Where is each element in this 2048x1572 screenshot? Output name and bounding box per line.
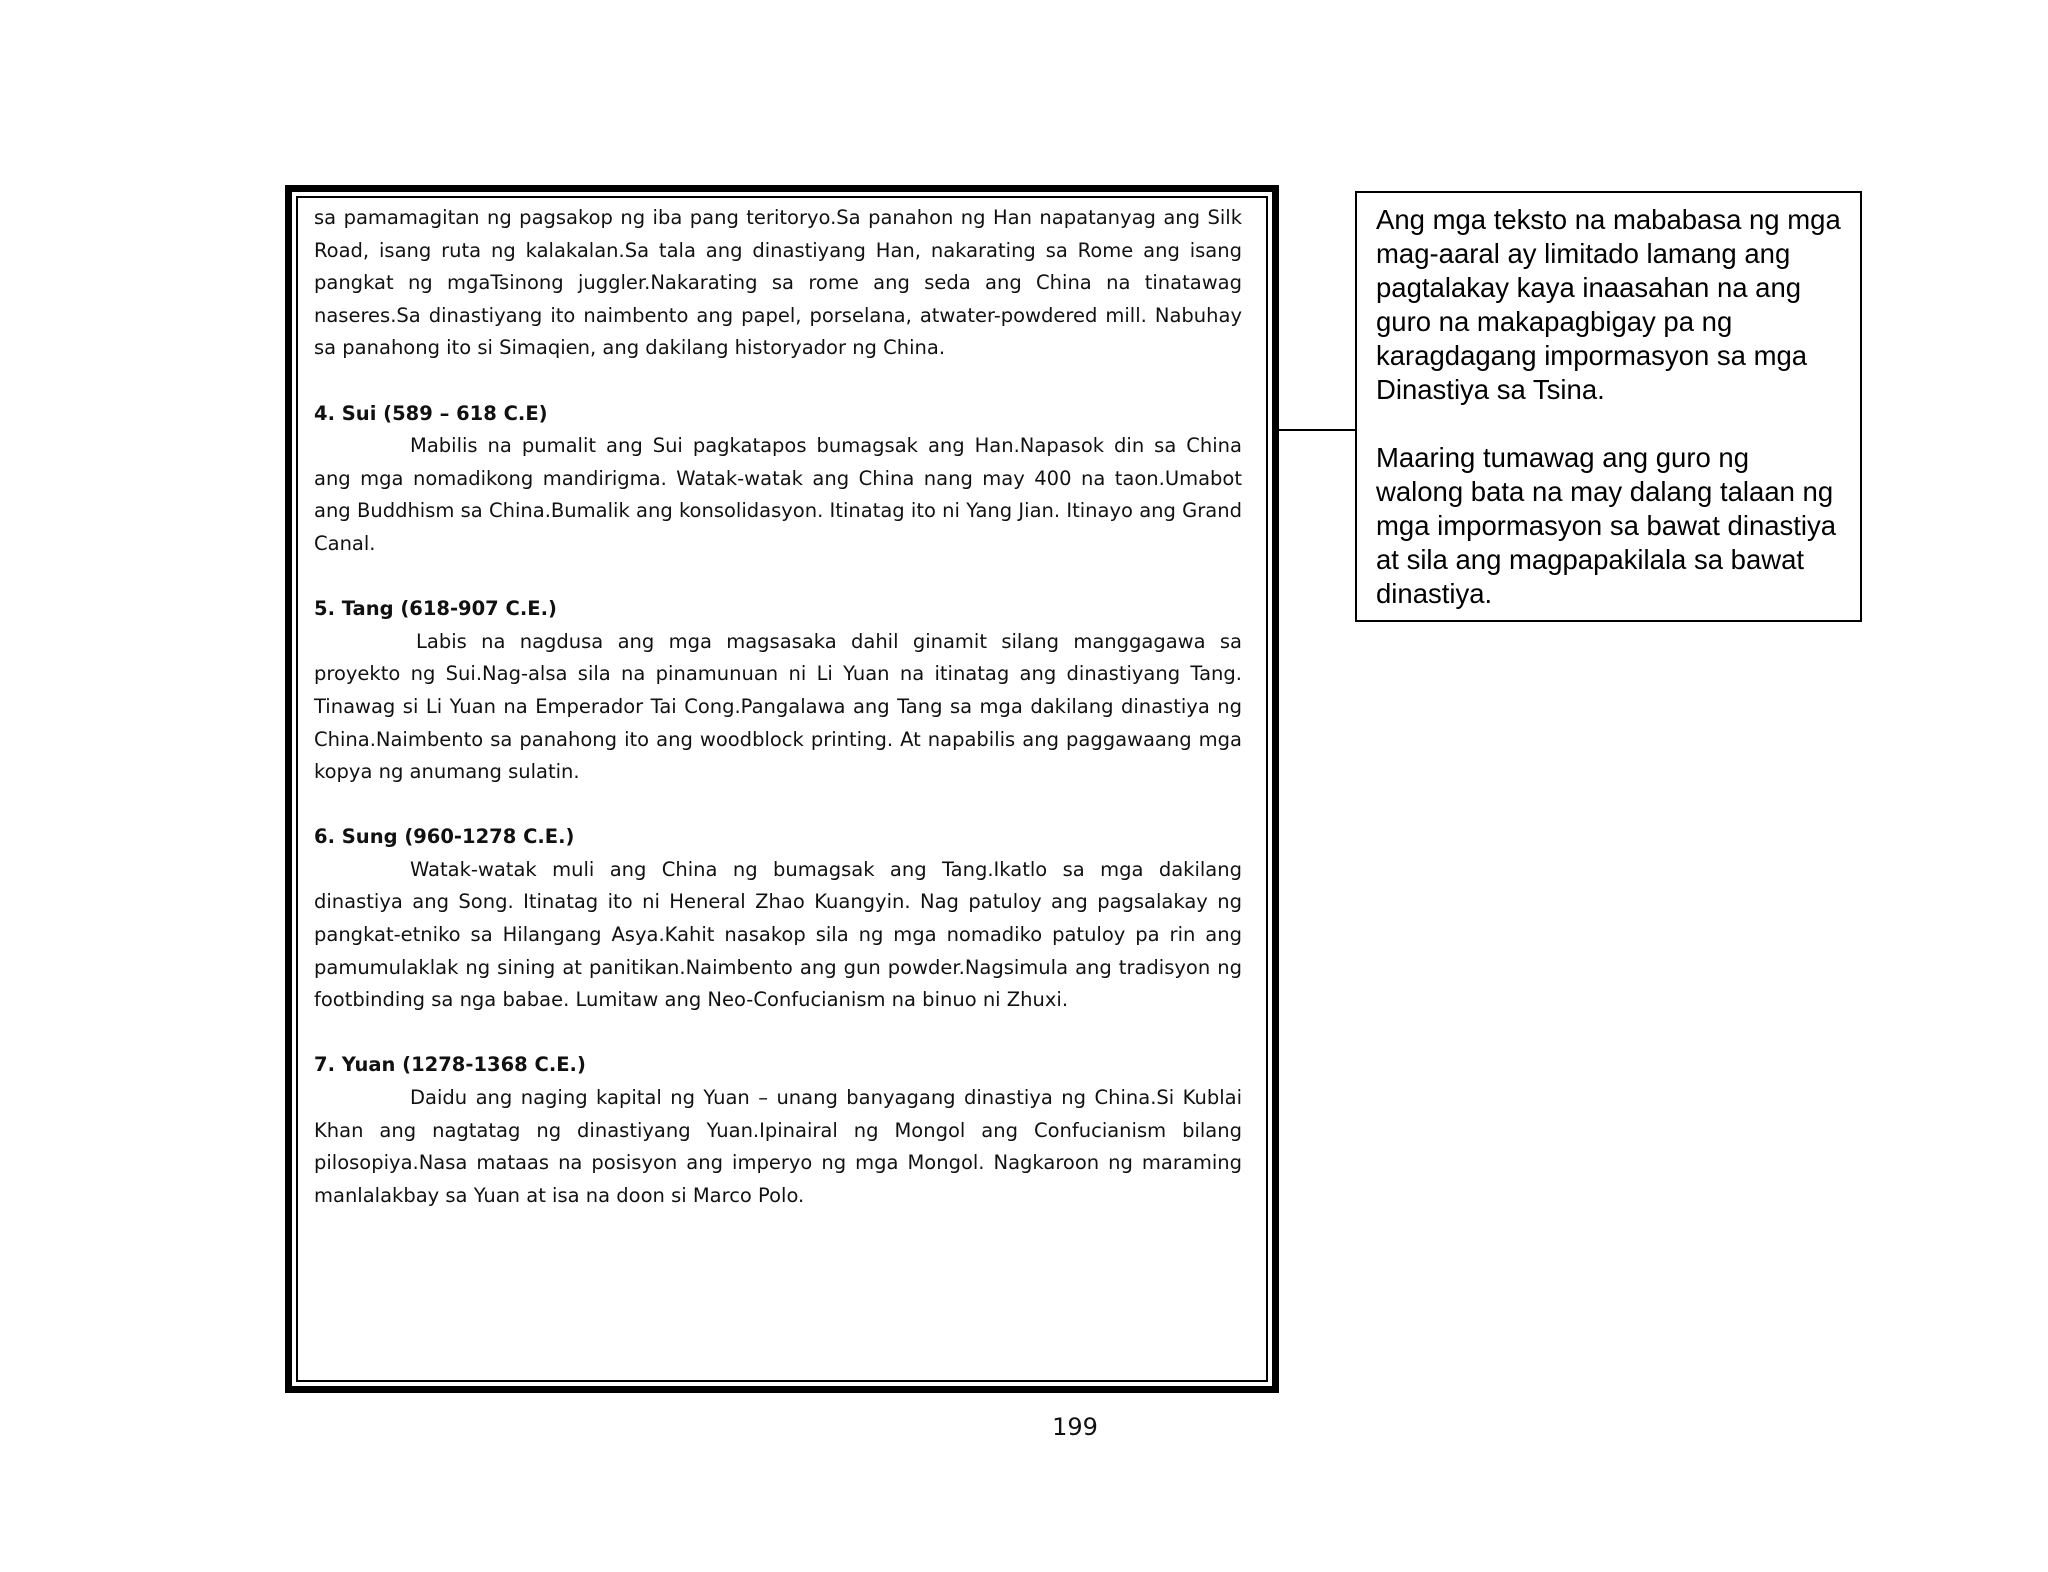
- intro-paragraph: sa pamamagitan ng pagsakop ng iba pang teritoryo.Sa panahon ng Han napatanyag ang Silk Road, isang ruta ng kalakalan.Sa tala ang dinastiyang Han, nakarating sa Rome ang isang pangkat ng mgaTsinong juggler.Nakarating sa rome ang seda ang China na tinatawag naseres.Sa dinastiyang ito naimbento ang papel, porselana, atwater-powdered mill. Nabuhay sa panahong ito si Simaqien, ang dakilang historyador ng China.: [314, 206, 1242, 360]
- heading-sui: 4. Sui (589 – 618 C.E): [314, 401, 548, 425]
- callout-connector-line: [1279, 429, 1355, 431]
- heading-tang: 5. Tang (618-907 C.E.): [314, 597, 557, 621]
- page-number: 199: [1052, 1413, 1098, 1441]
- teacher-note-paragraph-1: Ang mga teksto na mababasa ng mga mag-aaral ay limitado lamang ang pagtalakay kaya inaasahan na ang guro na makapagbigay pa ng karagdagang impormasyon sa mga Dinastiya sa Tsina.: [1376, 204, 1841, 405]
- body-tang: Labis na nagdusa ang mga magsasaka dahil ginamit silang manggagawa sa proyekto ng Sui.Nag-alsa sila na pinamunuan ni Li Yuan na itinatag ang dinastiyang Tang. Tinawag si Li Yuan na Emperador Tai Cong.Pangalawa ang Tang sa mga dakilang dinastiya ng China.Naimbento sa panahong ito ang woodblock printing. At napabilis ang paggawaang mga kopya ng anumang sulatin.: [314, 629, 1242, 784]
- heading-sung: 6. Sung (960-1278 C.E.): [314, 825, 575, 849]
- frame-content: [314, 202, 1242, 1212]
- heading-yuan: 7. Yuan (1278-1368 C.E.): [314, 1053, 586, 1077]
- body-sung: Watak-watak muli ang China ng bumagsak ang Tang.Ikatlo sa mga dakilang dinastiya ang Song. Itinatag ito ni Heneral Zhao Kuangyin. Nag patuloy ang pagsalakay ng pangkat-etniko sa Hilangang Asya.Kahit nasakop sila ng mga nomadiko patuloy pa rin ang pamumulaklak ng sining at panitikan.Naimbento ang gun powder.Nagsimula ang tradisyon ng footbinding sa nga babae. Lumitaw ang Neo-Confucianism na binuo ni Zhuxi.: [314, 857, 1242, 1012]
- dynasty-text-frame: [285, 185, 1279, 1393]
- body-sui: Mabilis na pumalit ang Sui pagkatapos bumagsak ang Han.Napasok din sa China ang mga nomadikong mandirigma. Watak-watak ang China nang may 400 na taon.Umabot ang Buddhism sa China.Bumalik ang konsolidasyon. Itinatag ito ni Yang Jian. Itinayo ang Grand Canal.: [314, 434, 1242, 555]
- teacher-note-paragraph-2: Maaring tumawag ang guro ng walong bata na may dalang talaan ng mga impormasyon sa bawat dinastiya at sila ang magpapakilala sa bawat dinastiya.: [1376, 442, 1837, 609]
- body-yuan: Daidu ang naging kapital ng Yuan – unang banyagang dinastiya ng China.Si Kublai Khan ang nagtatag ng dinastiyang Yuan.Ipinairal ng Mongol ang Confucianism bilang pilosopiya.Nasa mataas na posisyon ang imperyo ng mga Mongol. Nagkaroon ng maraming manlalakbay sa Yuan at isa na doon si Marco Polo.: [314, 1086, 1242, 1207]
- teacher-note-box: [1355, 191, 1862, 622]
